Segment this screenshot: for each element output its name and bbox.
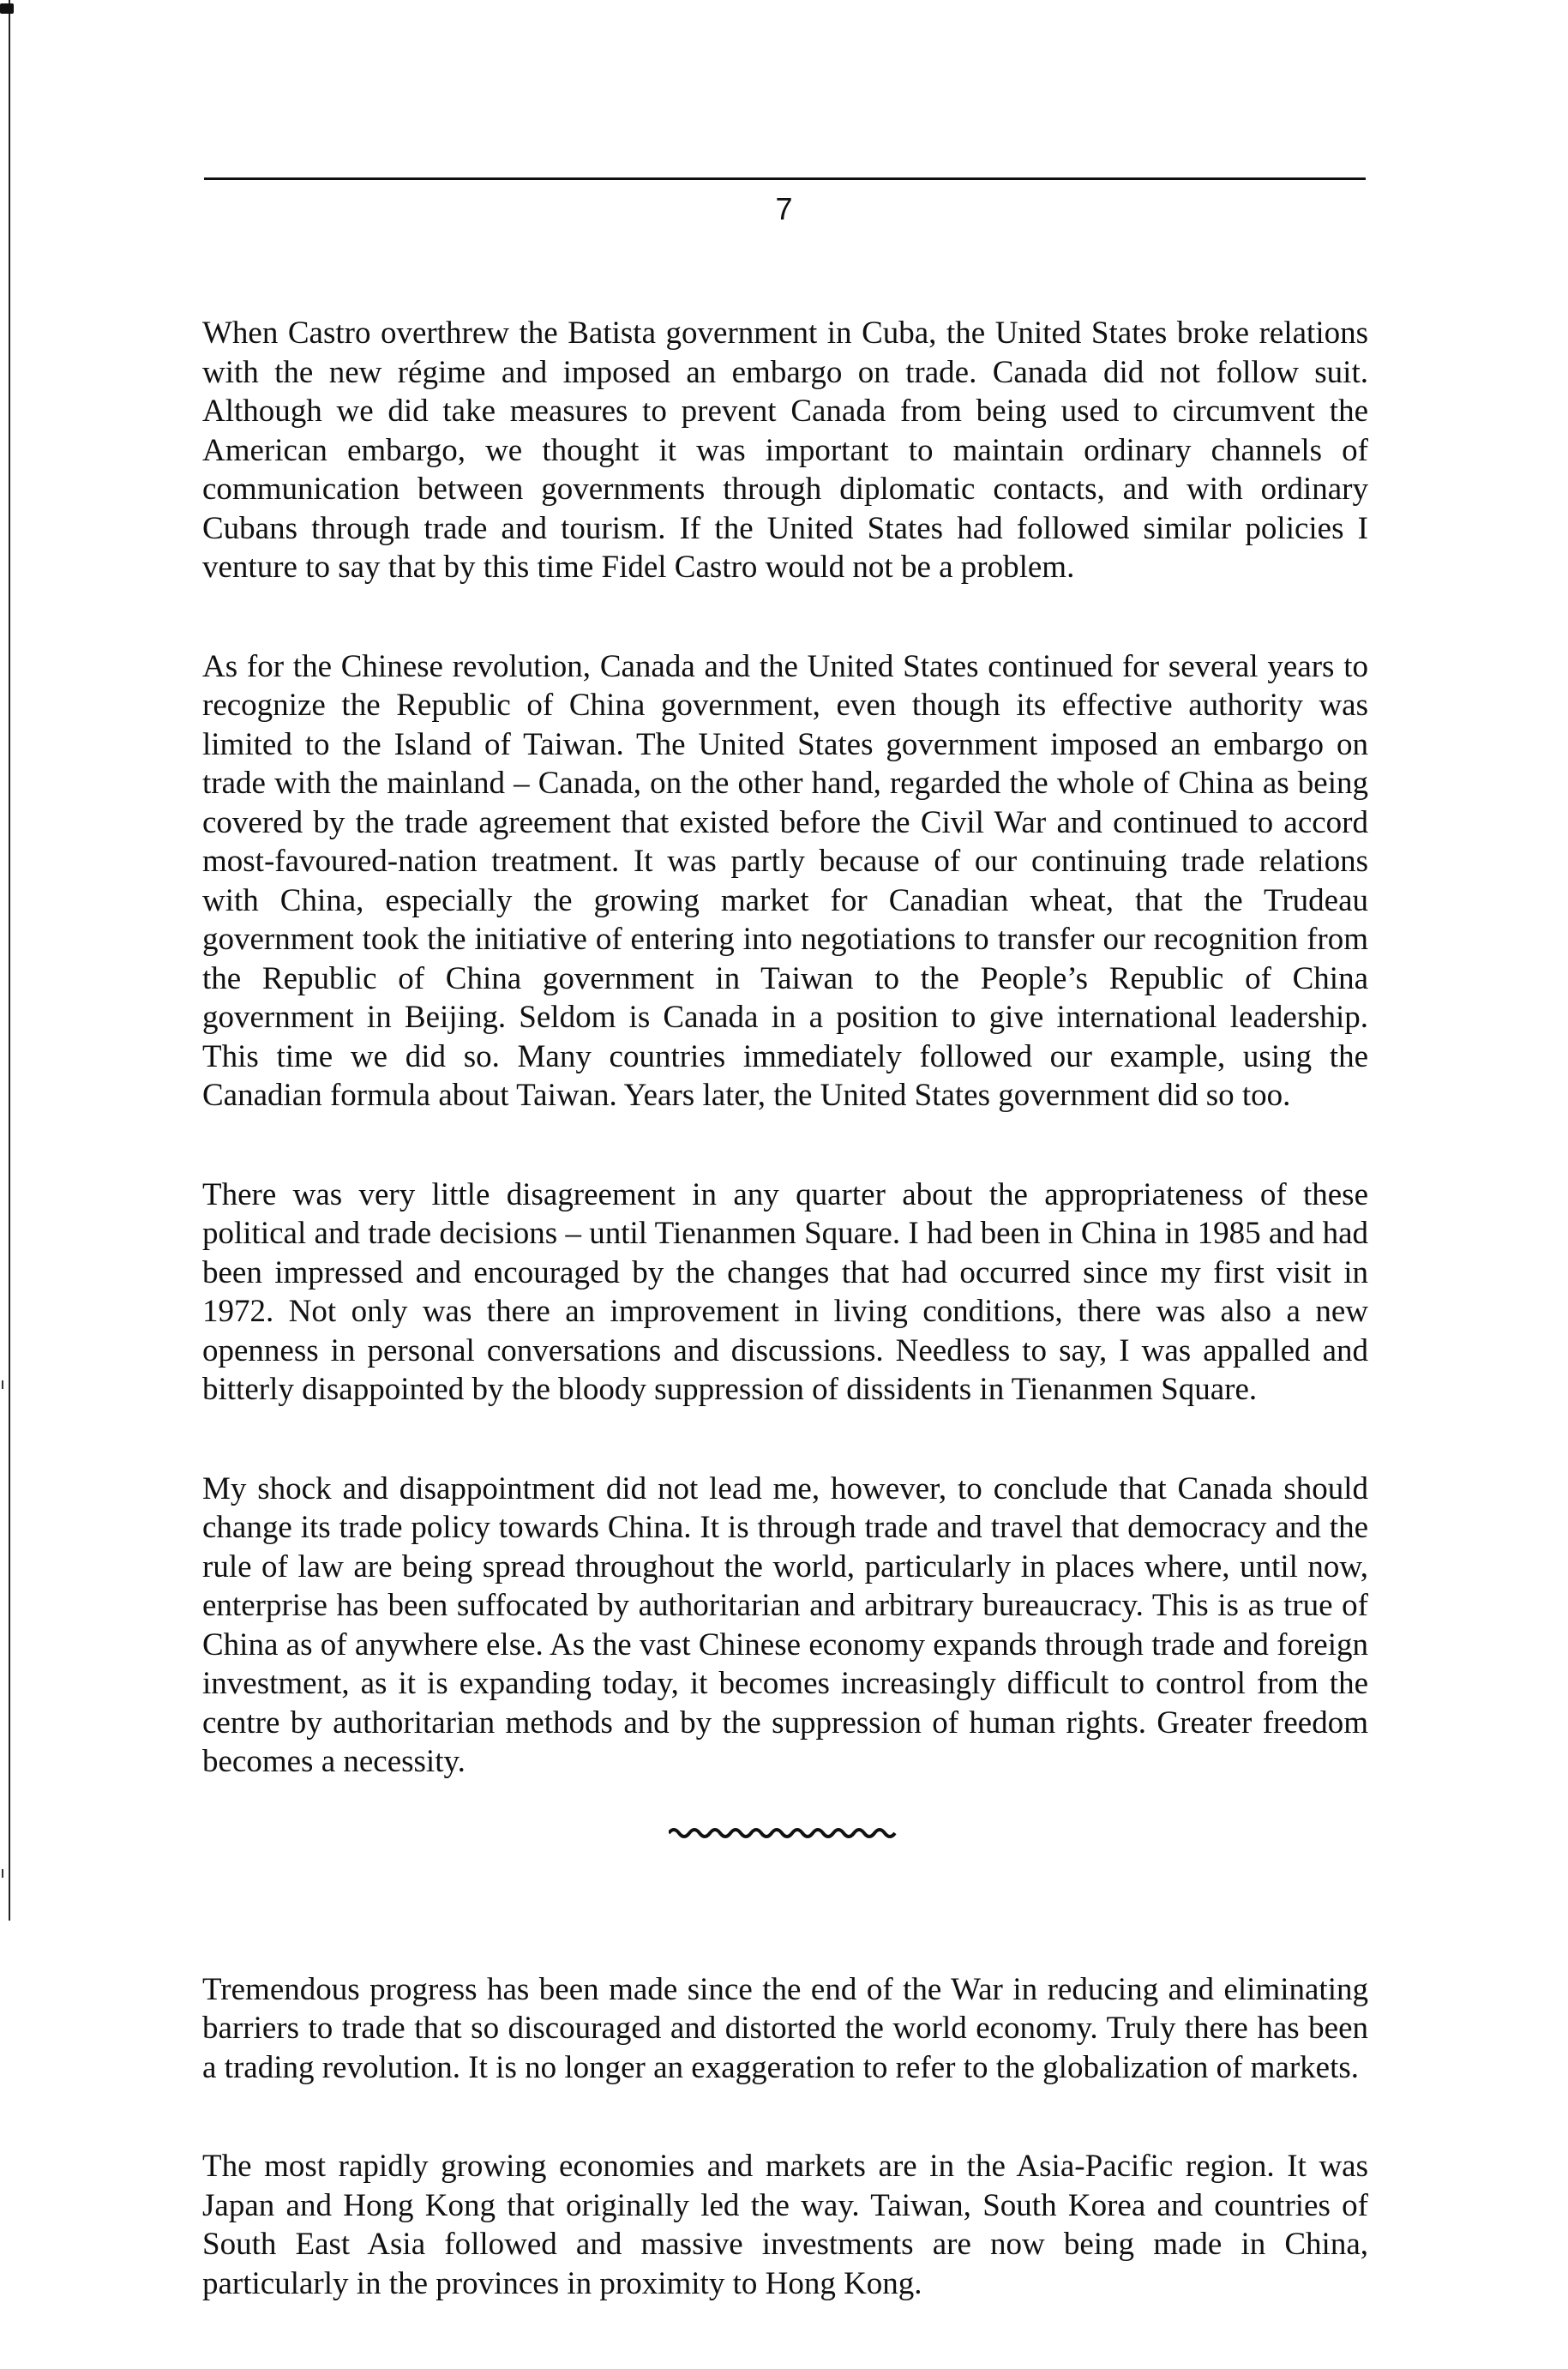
paragraph-tienanmen: There was very little disagreement in any quarter about the appropriateness of these political and trade decisions – until Tienanmen Square. I had been in China in 1985 and had been impressed and encouraged by the changes that had occurred since my first visit in 1972. Not only was there an improvement in living conditions, there was also a new openness in personal conversations and discussions. Needless to say, I was appalled and bitterly disappointed by the bloody suppression of dissidents in Tienanmen Square. (202, 1176, 1368, 1407)
paragraph-trading-revolution: Tremendous progress has been made since the end of the War in reducing and eliminating barriers to trade that so discouraged and distorted the world economy. Truly there has been a trading revolution. It is no longer an exaggeration to refer to the globalization of markets. (202, 1971, 1368, 2085)
page-number: 7 (775, 191, 793, 226)
document-body (202, 314, 1368, 2363)
page-binding-line (9, 0, 10, 1921)
paragraph-china-recognition: As for the Chinese revolution, Canada and the United States continued for several years to recognize the Republic of China government, even though its effective authority was limited to the Island of Taiwan. The United States government imposed an embargo on trade with the mainland – Canada, on the other hand, regarded the whole of China as being covered by the trade agreement that existed before the Civil War and continued to accord most-favoured-nation treatment. It was partly because of our continuing trade relations with China, especially the growing market for Canadian wheat, that the Trudeau government took the initiative of entering into negotiations to transfer our recognition from the Republic of China government in Taiwan to the People’s Republic of China government in Beijing. Seldom is Canada in a position to give international leadership. This time we did so. Many countries immediately followed our example, using the Canadian formula about Taiwan. Years later, the United States government did so too. (202, 648, 1368, 1113)
section-divider (202, 1816, 1368, 1919)
binding-corner-mark (0, 3, 14, 14)
paragraph-asia-pacific: The most rapidly growing economies and markets are in the Asia-Pacific region. It was Japan and Hong Kong that originally led the way. Taiwan, South Korea and countries of South East Asia followed and massive investments are now being made in China, particularly in the provinces in proximity to Hong Kong. (202, 2149, 1368, 2301)
header-rule (204, 177, 1366, 180)
paragraph-cuba: When Castro overthrew the Batista government in Cuba, the United States broke relations with the new régime and imposed an embargo on trade. Canada did not follow suit. Although we did take measures to prevent Canada from being used to circumvent the American embargo, we thought it was important to maintain ordinary channels of communication between governments through diplomatic contacts, and with ordinary Cubans through trade and tourism. If the United States had followed similar policies I venture to say that by this time Fidel Castro would not be a problem. (202, 316, 1368, 585)
paragraph-trade-policy: My shock and disappointment did not lead me, however, to conclude that Canada should change its trade policy towards China. It is through trade and travel that democracy and the rule of law are being spread throughout the world, particularly in places where, until now, enterprise has been suffocated by authoritarian and arbitrary bureaucracy. This is as true of China as of anywhere else. As the vast Chinese economy expands through trade and foreign investment, as it is expanding today, it becomes increasingly difficult to control from the centre by authoritarian methods and by the suppression of human rights. Greater freedom becomes a necessity. (202, 1470, 1368, 1779)
binding-tick-mark (2, 1869, 19, 1878)
wavy-divider-icon (669, 1823, 900, 1840)
binding-tick-mark (2, 1380, 19, 1389)
